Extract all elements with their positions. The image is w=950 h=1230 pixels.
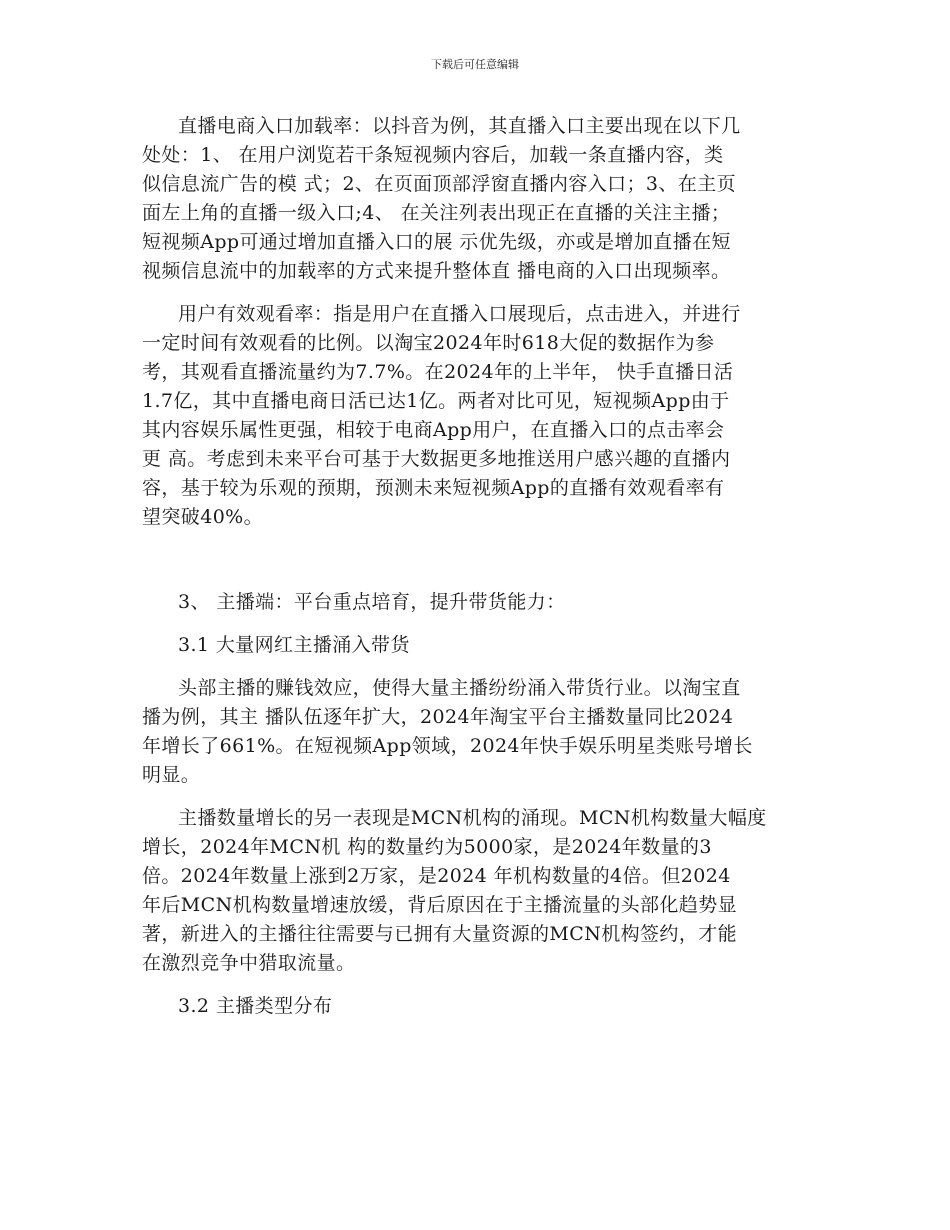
text-line: 似信息流广告的模 式；2、在页面顶部浮窗直播内容入口；3、在主页 [142, 173, 737, 195]
section-3-1-heading: 3.1 大量网红主播涌入带货 [178, 634, 410, 656]
text-line: 年后MCN机构数量增速放缓，背后原因在于主播流量的头部化趋势显 [142, 894, 738, 916]
text-line: 主播数量增长的另一表现是MCN机构的涌现。MCN机构数量大幅度 [178, 807, 767, 829]
text-line: 增长，2024年MCN机 构的数量约为5000家，是2024年数量的3 [142, 836, 712, 858]
text-line: 头部主播的赚钱效应，使得大量主播纷纷涌入带货行业。以淘宝直 [178, 677, 741, 699]
paragraph-streamer-influx [142, 674, 808, 790]
text-line: 其内容娱乐属性更强，相较于电商App用户，在直播入口的点击率会 [142, 419, 725, 441]
text-line: 明显。 [142, 764, 201, 786]
paragraph-entry-load-rate [142, 112, 808, 286]
text-line: 一定时间有效观看的比例。以淘宝2024年时618大促的数据作为参 [142, 332, 715, 354]
text-line: 播为例，其主 播队伍逐年扩大，2024年淘宝平台主播数量同比2024 [142, 706, 734, 728]
text-line: 处处：1、 在用户浏览若干条短视频内容后，加载一条直播内容，类 [142, 144, 724, 166]
text-line: 考，其观看直播流量约为7.7%。在2024年的上半年， 快手直播日活 [142, 361, 734, 383]
text-line: 1.7亿，其中直播电商日活已达1亿。两者对比可见，短视频App由于 [142, 390, 730, 412]
text-line: 更 高。考虑到未来平台可基于大数据更多地推送用户感兴趣的直播内 [142, 448, 731, 470]
section-3-heading: 3、 主播端：平台重点培育，提升带货能力： [178, 591, 566, 613]
text-line: 望突破40%。 [142, 506, 264, 528]
text-line: 面左上角的直播一级入口;4、 在关注列表出现正在直播的关注主播； [142, 202, 731, 224]
text-line: 容，基于较为乐观的预期，预测未来短视频App的直播有效观看率有 [142, 477, 725, 499]
text-line: 著，新进入的主播往往需要与已拥有大量资源的MCN机构签约，才能 [142, 923, 738, 945]
text-line: 短视频App可通过增加直播入口的展 示优先级，亦或是增加直播在短 [142, 231, 731, 253]
section-3-2-heading: 3.2 主播类型分布 [178, 995, 333, 1017]
paragraph-effective-view-rate [142, 300, 808, 532]
text-line: 在激烈竞争中猎取流量。 [142, 952, 356, 974]
text-line: 年增长了661%。在短视频App领域，2024年快手娱乐明星类账号增长 [142, 735, 753, 757]
document-body [142, 112, 808, 1021]
page-header: 下载后可任意编辑 [431, 58, 519, 71]
text-line: 直播电商入口加载率：以抖音为例，其直播入口主要出现在以下几 [178, 115, 741, 137]
text-line: 用户有效观看率：指是用户在直播入口展现后，点击进入，并进行 [178, 303, 741, 325]
text-line: 视频信息流中的加载率的方式来提升整体直 播电商的入口出现频率。 [142, 260, 731, 282]
paragraph-mcn-growth [142, 804, 808, 978]
text-line: 倍。2024年数量上涨到2万家，是2024 年机构数量的4倍。但2024 [142, 865, 731, 887]
